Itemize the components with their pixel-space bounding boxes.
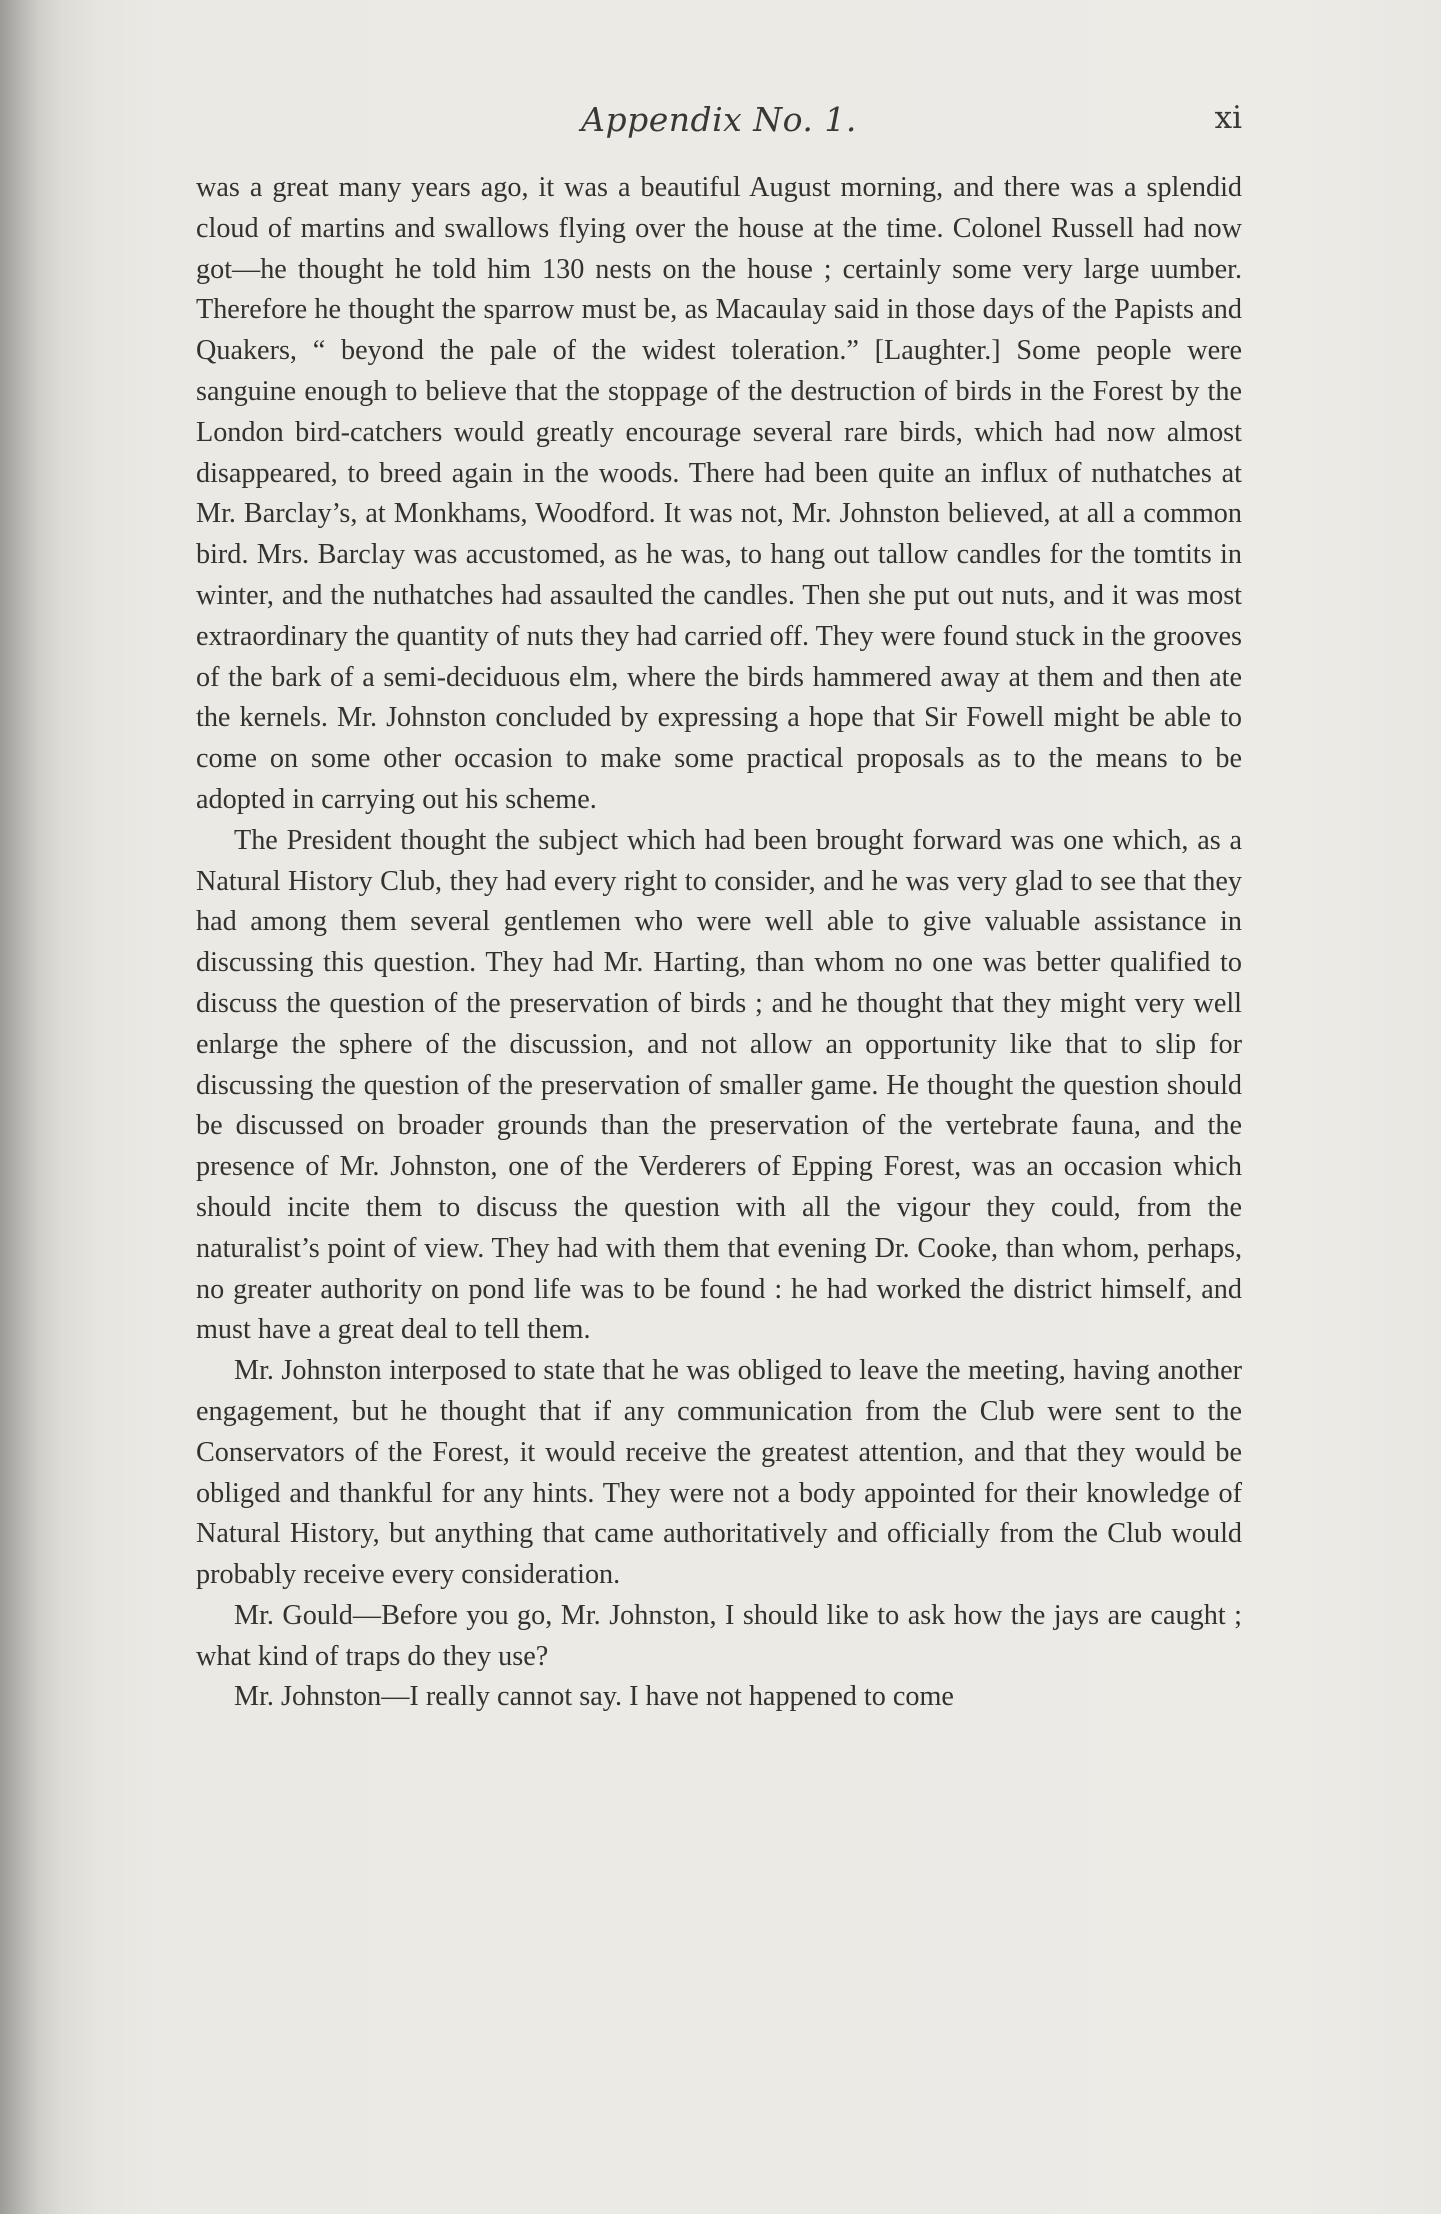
body-text <box>196 168 1242 1718</box>
running-head: Appendix No. 1. <box>581 100 857 139</box>
paragraph-johnston-interposed: Mr. Johnston interposed to state that he was obliged to leave the meeting, having another engagement, but he thought that if any communication from the Club were sent to the Conservators of the Forest, it would receive the greatest attention, and that they would be obliged and thankful for any hints. They were not a body appointed for their knowledge of Natural History, but anything that came authoritatively and officially from the Club would probably receive every consideration. <box>196 1355 1242 1591</box>
page-number: xi <box>1214 100 1242 136</box>
paragraph-gould-question: Mr. Gould—Before you go, Mr. Johnston, I should like to ask how the jays are caught ; what kind of traps do they use? <box>196 1599 1242 1672</box>
paragraph-johnston-reply: Mr. Johnston—I really cannot say. I have not happened to come <box>234 1681 954 1713</box>
paragraph-continued: was a great many years ago, it was a beautiful August morning, and there was a splendid cloud of martins and swallows flying over the house at the time. Colonel Russell had now got—he thought he told him 130 nests on the house ; certainly some very large uumber. Therefore he thought the sparrow must be, as Macaulay said in those days of the Papists and Quakers, “ beyond the pale of the widest toleration.” [Laughter.] Some people were sanguine enough to believe that the stoppage of the destruction of birds in the Forest by the London bird-catchers would greatly encourage several rare birds, which had now almost disappeared, to breed again in the woods. There had been quite an influx of nuthatches at Mr. Barclay’s, at Monkhams, Woodford. It was not, Mr. Johnston believed, at all a common bird. Mrs. Barclay was accustomed, as he was, to hang out tallow candles for the tomtits in winter, and the nuthatches had assaulted the candles. Then she put out nuts, and it was most extraordinary the quantity of nuts they had carried off. They were found stuck in the grooves of the bark of a semi-deciduous elm, where the birds hammered away at them and then ate the kernels. Mr. Johnston concluded by expressing a hope that Sir Fowell might be able to come on some other occasion to make some practical proposals as to the means to be adopted in carrying out his scheme. <box>196 172 1242 815</box>
paragraph-president: The President thought the subject which had been brought forward was one which, as a Natural History Club, they had every right to consider, and he was very glad to see that they had among them several gentlemen who were well able to give valuable assistance in discussing this question. They had Mr. Harting, than whom no one was better qualified to discuss the question of the preservation of birds ; and he thought that they might very well enlarge the sphere of the discussion, and not allow an opportunity like that to slip for discussing the question of the preservation of smaller game. He thought the question should be discussed on broader grounds than the preservation of the vertebrate fauna, and the presence of Mr. Johnston, one of the Verderers of Epping Forest, was an occasion which should incite them to discuss the question with all the vigour they could, from the naturalist’s point of view. They had with them that evening Dr. Cooke, than whom, perhaps, no greater authority on pond life was to be found : he had worked the district himself, and must have a great deal to tell them. <box>196 824 1242 1346</box>
page-header <box>196 100 1242 150</box>
